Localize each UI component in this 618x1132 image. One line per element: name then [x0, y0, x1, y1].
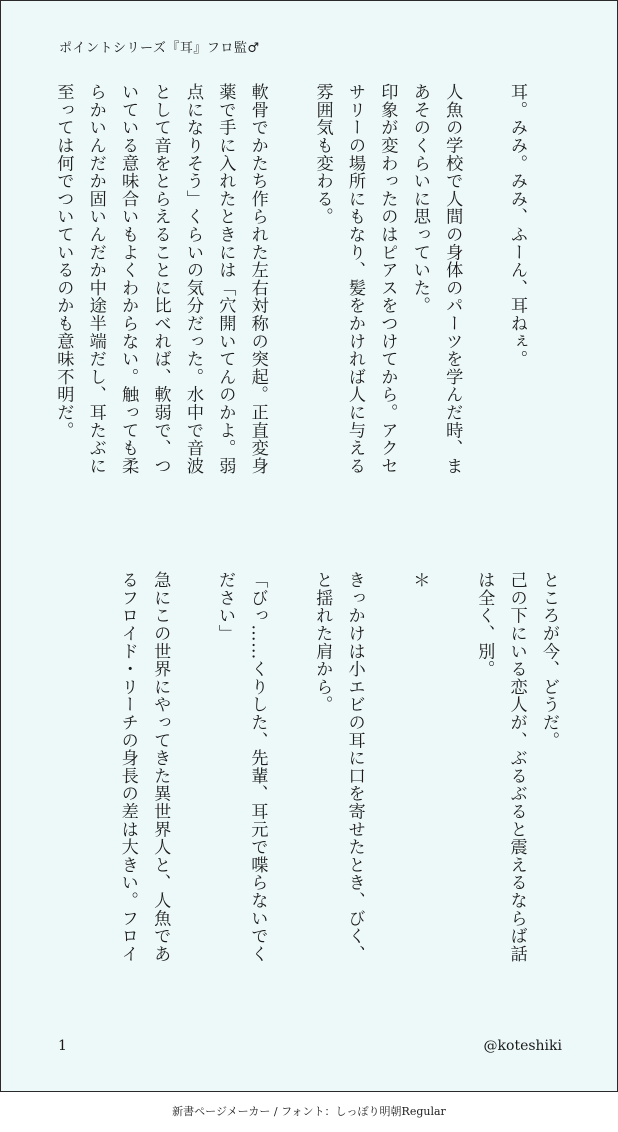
text-line: あそのくらいに思っていた。	[409, 83, 430, 315]
blank-line	[176, 571, 208, 1011]
upper-text-block	[47, 83, 533, 483]
text-line: 軟骨でかたち作られた左右対称の突起。正直変身	[247, 83, 268, 475]
page-number: 1	[58, 1038, 67, 1054]
blank-line	[371, 571, 403, 1011]
author-handle: @koteshiki	[483, 1038, 562, 1054]
blank-line	[468, 83, 500, 483]
text-line: ところが今、どうだ。	[539, 571, 559, 749]
maker-credit: 新書ページメーカー / フォント：しっぽり明朝Regular	[172, 1105, 446, 1118]
text-line: 至っては何でついているのかも意味不明だ。	[53, 83, 74, 439]
text-line: いている意味合いもよくわからない。触っても柔	[118, 83, 139, 475]
text-line: 己の下にいる恋人が、ぶるぶると震えるならば話	[506, 571, 527, 963]
section-break-asterisk: ＊	[409, 571, 430, 589]
text-line: るフロイド・リーチの身長の差は大きい。フロイ	[117, 571, 138, 963]
text-line: として音をとらえることに比べれば、軟弱で、つ	[150, 83, 171, 475]
text-line: 人魚の学校で人間の身体のパーツを学んだ時、ま	[442, 83, 463, 475]
text-line: ださい」	[214, 571, 235, 643]
text-line: 薬で手に入れたときには「穴開いてんのかよ。弱	[215, 83, 236, 475]
text-line: 印象が変わったのはピアスをつけてから。アクセ	[377, 83, 398, 475]
text-line: 急にこの世界にやってきた異世界人と、人魚であ	[150, 571, 171, 963]
text-line: きっかけは小エビの耳に口を寄せたとき、びく、	[344, 571, 365, 963]
text-line: 雰囲気も変わる。	[312, 83, 333, 226]
text-line: と揺れた肩から。	[312, 571, 333, 714]
text-line: 「びっ……くりした、先輩、耳元で喋らないでく	[247, 571, 268, 963]
blank-line	[435, 571, 467, 1011]
text-line: は全く、別。	[474, 571, 495, 678]
text-line: 耳。みみ。みみ、ふーん、耳ねぇ。	[507, 83, 527, 368]
text-line: サリーの場所にもなり、髪をかければ人に与える	[344, 83, 365, 475]
lower-text-block	[111, 571, 565, 1011]
blank-line	[274, 83, 306, 483]
text-line: らかいんだか固いんだか中途半端だし、耳たぶに	[85, 83, 106, 475]
page-header-title: ポイントシリーズ『耳』フロ監♂	[59, 41, 260, 56]
blank-line	[273, 571, 305, 1011]
text-line: 点になりそう」くらいの気分だった。水中で音波	[182, 83, 203, 475]
